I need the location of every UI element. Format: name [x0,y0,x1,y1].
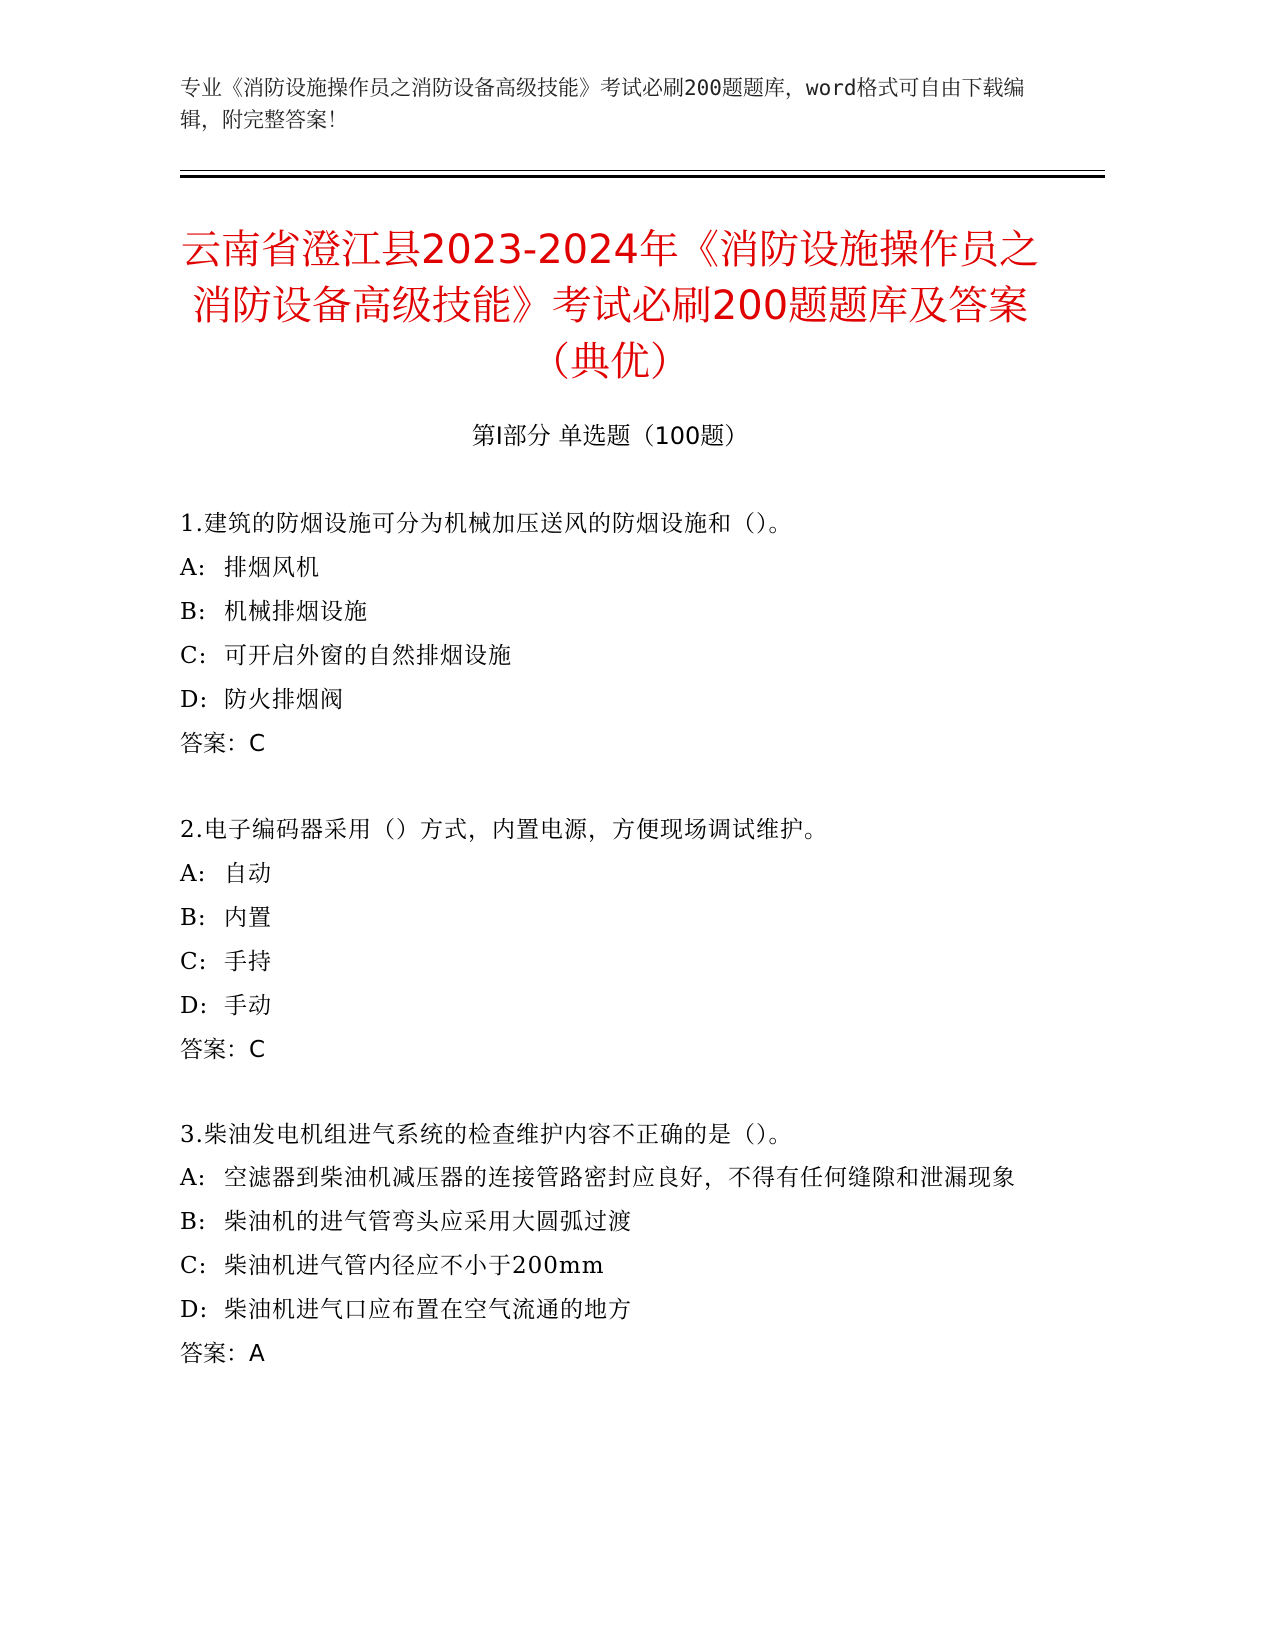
option-d [180,984,1050,1028]
option-text: 内置 [224,905,272,931]
question-1 [180,502,1050,766]
answer-value: A [249,1341,265,1367]
option-letter: C: [180,1253,208,1279]
option-text: 柴油机的进气管弯头应采用大圆弧过渡 [224,1209,632,1235]
option-b [180,590,1050,634]
option-text: 柴油机进气口应布置在空气流通的地方 [224,1297,632,1323]
option-c [180,940,1050,984]
header-rule-thick [180,175,1105,178]
option-d [180,678,1050,722]
header-note: 专业《消防设施操作员之消防设备高级技能》考试必刷200题题库，word格式可自由下载编辑，附完整答案！ [180,76,1025,132]
option-c [180,1244,1050,1288]
option-a [180,546,1050,590]
option-text: 排烟风机 [224,555,320,581]
answer-line [180,1028,1050,1072]
question-stem: 3.柴油发电机组进气系统的检查维护内容不正确的是（）。 [180,1122,793,1148]
section-title: 第Ⅰ部分 单选题（100题） [471,422,749,450]
option-b [180,896,1050,940]
question-stem: 2.电子编码器采用（）方式，内置电源，方便现场调试维护。 [180,817,828,843]
option-text: 防火排烟阀 [224,687,344,713]
option-b [180,1200,1050,1244]
option-letter: A: [180,861,207,887]
option-letter: C: [180,643,208,669]
answer-line [180,722,1050,766]
option-letter: C: [180,949,208,975]
option-letter: A: [180,555,207,581]
option-letter: B: [180,1209,207,1235]
header-rule-thin [180,170,1105,171]
option-a [180,1157,1050,1200]
document-title: 云南省澄江县2023-2024年《消防设施操作员之消防设备高级技能》考试必刷200题题库及答案（典优） [180,227,1040,385]
answer-value: C [249,731,266,757]
question-2 [180,808,1050,1072]
option-letter: B: [180,905,207,931]
option-letter: B: [180,599,207,625]
option-text: 手持 [224,949,272,975]
option-c [180,634,1050,678]
option-text: 手动 [224,993,272,1019]
answer-value: C [249,1037,266,1063]
answer-line [180,1332,1050,1376]
option-d [180,1288,1050,1332]
answer-label: 答案： [180,1037,249,1063]
answer-label: 答案： [180,1341,249,1367]
option-text: 柴油机进气管内径应不小于200mm [224,1253,605,1279]
option-letter: D: [180,993,209,1019]
question-stem: 1.建筑的防烟设施可分为机械加压送风的防烟设施和（）。 [180,511,793,537]
option-text: 空滤器到柴油机减压器的连接管路密封应良好，不得有任何缝隙和泄漏现象 [224,1165,1016,1191]
option-text: 机械排烟设施 [224,599,368,625]
option-text: 可开启外窗的自然排烟设施 [224,643,512,669]
question-3 [180,1113,1050,1376]
answer-label: 答案： [180,731,249,757]
option-letter: D: [180,687,209,713]
option-letter: D: [180,1297,209,1323]
option-a [180,852,1050,896]
option-text: 自动 [224,861,272,887]
option-letter: A: [180,1165,207,1191]
